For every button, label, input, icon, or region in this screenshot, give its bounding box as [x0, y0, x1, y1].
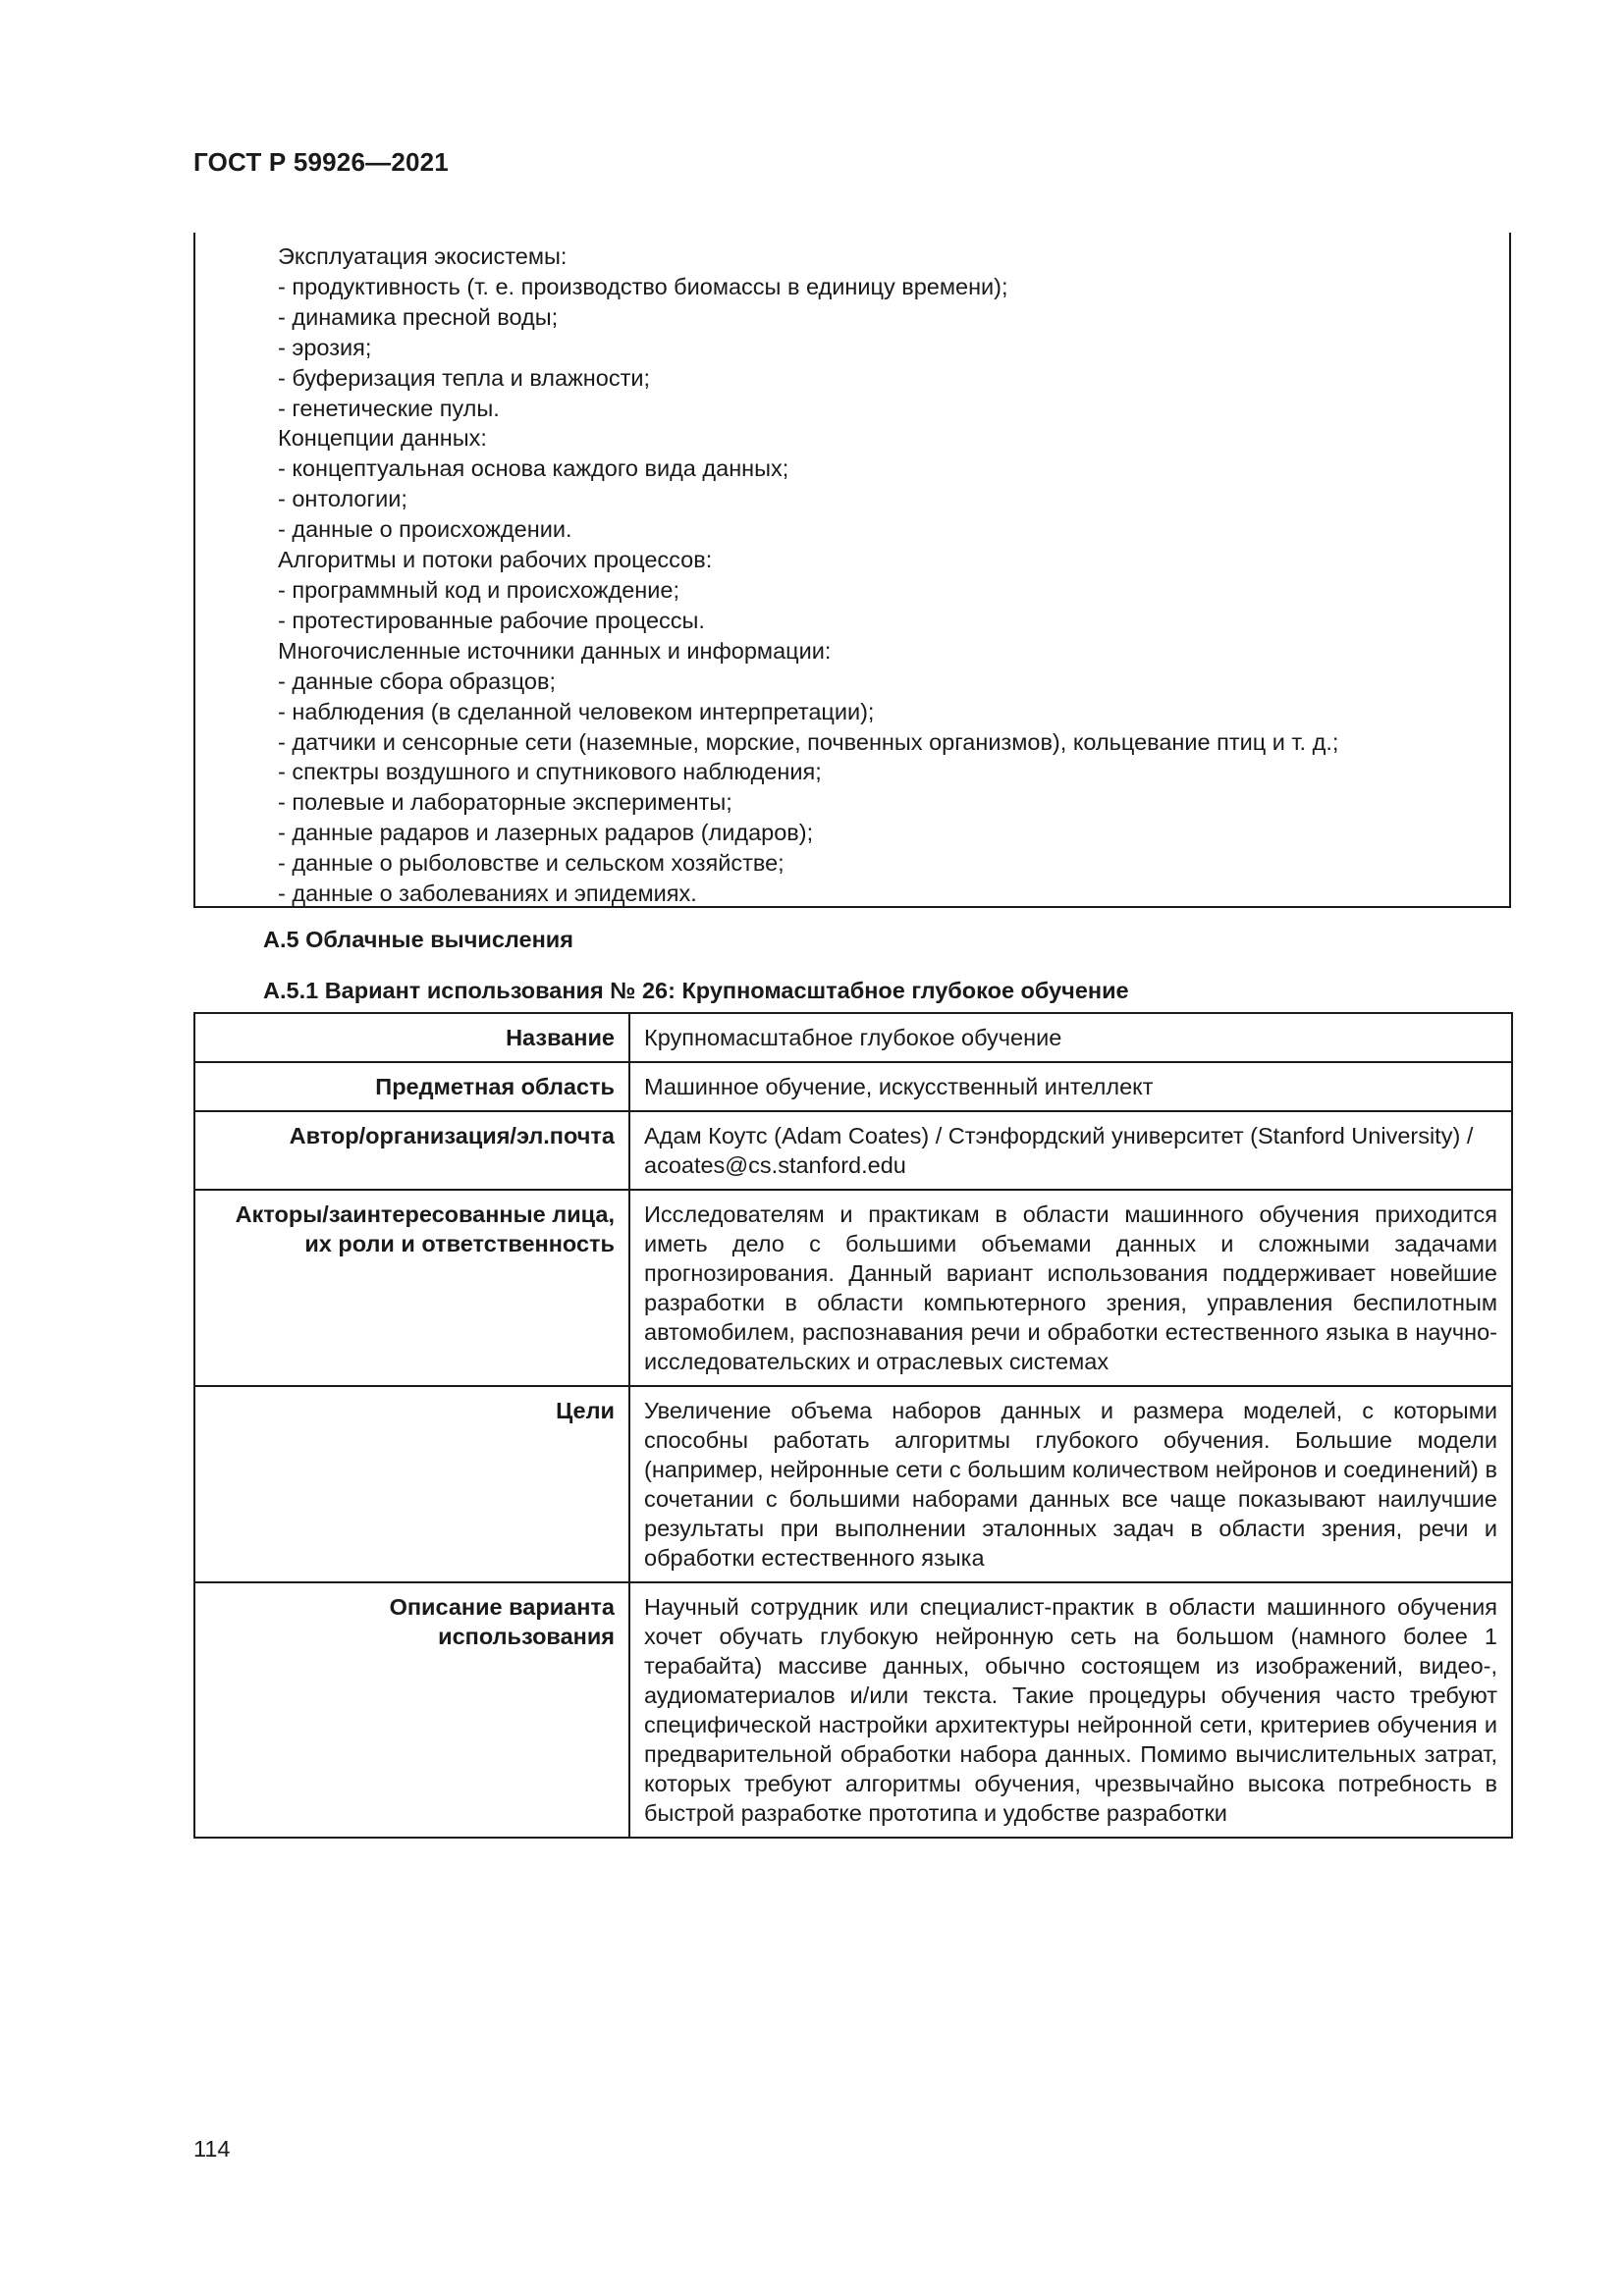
- content-line: - наблюдения (в сделанной человеком интерпретации);: [278, 698, 875, 724]
- row-label-description: Описание варианта использования: [194, 1582, 629, 1838]
- content-line: - данные о рыболовстве и сельском хозяйстве;: [278, 850, 785, 877]
- table-row: [194, 1013, 1512, 1062]
- table-row: [194, 1386, 1512, 1582]
- content-line: - продуктивность (т. е. производство биомассы в единицу времени);: [278, 273, 1008, 299]
- row-value-actors: Исследователям и практикам в области машинного обучения приходится иметь дело с большими объемами данных и сложными задачами прогнозирования. Данный вариант использования поддерживает новейшие разработки в области компьютерного зрения, управления беспилотным автомобилем, распознавания речи и обработки естественного языка в научно-исследовательских и отраслевых системах: [629, 1190, 1512, 1386]
- row-value-domain: Машинное обучение, искусственный интеллект: [629, 1062, 1512, 1111]
- content-line: Многочисленные источники данных и информации:: [278, 637, 832, 664]
- row-label-domain: Предметная область: [194, 1062, 629, 1111]
- content-line: Алгоритмы и потоки рабочих процессов:: [278, 547, 713, 573]
- table-row: [194, 1111, 1512, 1190]
- table-row: [194, 1190, 1512, 1386]
- content-line: - датчики и сенсорные сети (наземные, морские, почвенных организмов), кольцевание птиц и т. д.;: [278, 728, 1339, 755]
- section-heading: А.5 Облачные вычисления: [263, 927, 573, 952]
- row-value-goals: Увеличение объема наборов данных и размера моделей, с которыми способны работать алгоритмы глубокого обучения. Большие модели (например, нейронные сети с большим количеством нейронов и соединений) в сочетании с большими наборами данных все чаще показывают наилучшие результаты при выполнении эталонных задач в области зрения, речи и обработки естественного языка: [629, 1386, 1512, 1582]
- row-label-author: Автор/организация/эл.почта: [194, 1111, 629, 1190]
- content-line: Эксплуатация экосистемы:: [278, 243, 568, 269]
- row-value-author: Адам Коутс (Adam Coates) / Стэнфордский университет (Stanford University) / acoates@cs.stanford.edu: [629, 1111, 1512, 1190]
- content-line: - полевые и лабораторные эксперименты;: [278, 789, 732, 816]
- row-value-description: Научный сотрудник или специалист-практик в области машинного обучения хочет обучать глубокую нейронную сеть на большом (намного более 1 терабайта) массиве данных, обычно состоящем из изображений, видео-, аудиоматериалов и/или текста. Такие процедуры обучения часто требуют специфической настройки архитектуры нейронной сети, критериев обучения и предварительной обработки набора данных. Помимо вычислительных затрат, которых требуют алгоритмы обучения, чрезвычайно высока потребность в быстрой разработке прототипа и удобстве разработки: [629, 1582, 1512, 1838]
- page-number: 114: [193, 2136, 231, 2162]
- content-line: - данные о происхождении.: [278, 516, 572, 543]
- continued-table-content: [278, 241, 1495, 909]
- content-line: - динамика пресной воды;: [278, 303, 559, 330]
- row-label-actors: Акторы/заинтересованные лица, их роли и ответственность: [194, 1190, 629, 1386]
- content-line: - данные радаров и лазерных радаров (лидаров);: [278, 820, 814, 846]
- table-row: [194, 1582, 1512, 1838]
- subsection-heading: А.5.1 Вариант использования № 26: Крупномасштабное глубокое обучение: [263, 978, 1129, 1003]
- content-line: - спектры воздушного и спутникового наблюдения;: [278, 759, 822, 785]
- usecase-table: [193, 1012, 1513, 1839]
- content-line: - концептуальная основа каждого вида данных;: [278, 455, 789, 482]
- content-line: - данные о заболеваниях и эпидемиях.: [278, 881, 697, 907]
- content-line: - программный код и происхождение;: [278, 576, 680, 603]
- row-label-title: Название: [194, 1013, 629, 1062]
- document-standard-code: ГОСТ Р 59926—2021: [193, 147, 449, 177]
- content-line: - генетические пулы.: [278, 395, 500, 421]
- row-label-goals: Цели: [194, 1386, 629, 1582]
- content-line: - буферизация тепла и влажности;: [278, 364, 650, 391]
- content-line: Концепции данных:: [278, 425, 487, 452]
- content-line: - эрозия;: [278, 334, 372, 360]
- content-line: - данные сбора образцов;: [278, 667, 556, 694]
- content-line: - протестированные рабочие процессы.: [278, 607, 705, 633]
- table-row: [194, 1062, 1512, 1111]
- row-value-title: Крупномасштабное глубокое обучение: [629, 1013, 1512, 1062]
- content-line: - онтологии;: [278, 486, 407, 512]
